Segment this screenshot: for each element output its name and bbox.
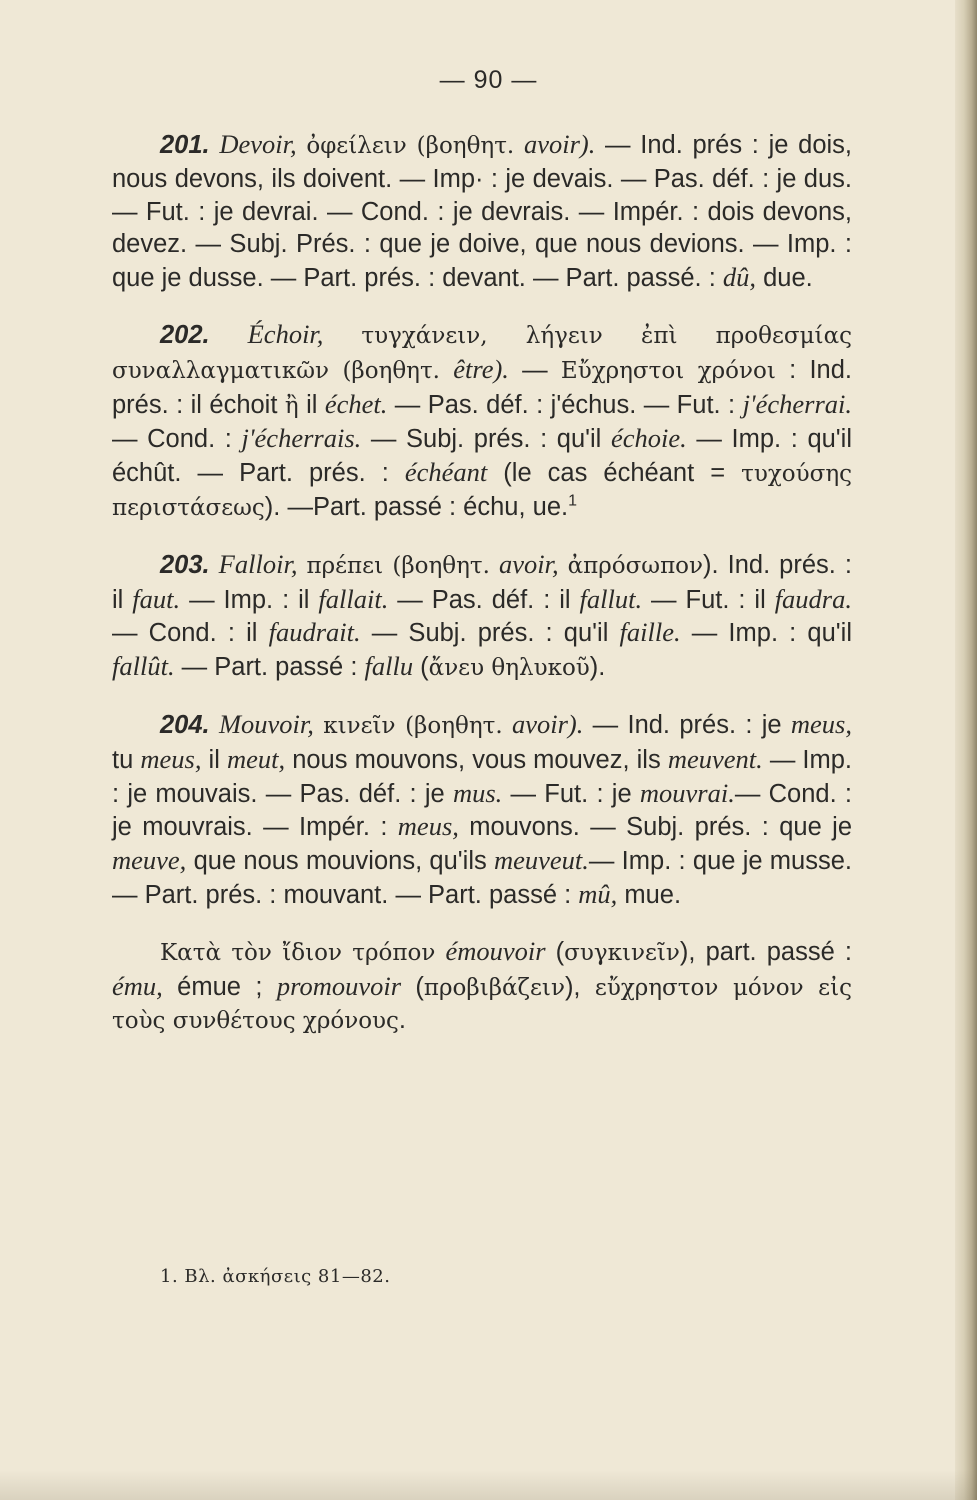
text: — Pas. déf. : j'échus. — Fut. :	[387, 390, 743, 419]
italic-form: mus.	[452, 777, 503, 808]
text: — Ind. prés : je dois, nous devons, ils doivent. — Imp· : je devais. — Pas. déf. : je dus. — Fut. : je devrai. — Cond. : je devrais. — Impér. : dois devons, devez. — Subj. Prés. : que je doive, que nous devions. — Imp. : que je dusse. — Part. prés. : devant. — Part. passé. :	[112, 131, 853, 293]
text: — Ind. prés. : je	[583, 710, 791, 739]
text	[490, 551, 499, 579]
footnote-reference: 1	[568, 492, 577, 510]
text: — Fut. : je	[502, 779, 640, 808]
text: — Subj. prés. : qu'il	[361, 425, 611, 454]
text	[503, 711, 512, 739]
text: — Part. passé :	[174, 653, 365, 682]
greek-text: προβιβάζειν	[423, 974, 565, 1001]
italic-form: meus,	[140, 743, 202, 774]
text	[559, 551, 568, 579]
italic-form: j'écherrais.	[241, 423, 362, 454]
italic-form: meuvent.	[667, 743, 763, 774]
text: ). Ind. prés. : il	[112, 550, 852, 614]
text: — Imp. : qu'il échût. — Part. prés. :	[112, 425, 853, 488]
page-edge	[955, 0, 977, 1500]
entry-201	[112, 128, 852, 295]
text: ). —Part. passé : échu, ue.	[264, 492, 569, 521]
auxiliary-verb: avoir).	[523, 129, 596, 159]
italic-form: dû,	[722, 262, 757, 293]
text: — Pas. déf. : il	[388, 585, 580, 614]
greek-text: ἄνευ θηλυκοῦ	[428, 655, 590, 682]
italic-form: promouvoir	[276, 970, 402, 1001]
entry-number: 201.	[160, 131, 210, 159]
entry-number: 204.	[160, 710, 210, 739]
verb-headword: Mouvoir,	[218, 708, 314, 739]
italic-form: émouvoir	[445, 935, 546, 966]
italic-form: meuveut.	[494, 845, 589, 876]
text: que nous mouvions, qu'ils	[186, 847, 494, 876]
text: — Imp. : je mouvais. — Pas. déf. : je	[112, 745, 853, 808]
greek-text: Εὔχρηστοι χρόνοι	[560, 357, 776, 384]
text: — Imp. : il	[180, 585, 319, 614]
italic-form: fallût.	[112, 651, 175, 682]
italic-form: échoie.	[610, 423, 687, 454]
italic-form: fallait.	[318, 583, 389, 614]
text: tu	[112, 745, 141, 774]
auxiliary-verb: avoir).	[511, 708, 584, 739]
italic-form: faut.	[132, 583, 181, 614]
greek-text: συγκινεῖν	[564, 939, 680, 966]
text: ), part. passé :	[679, 937, 852, 966]
greek-text: τυγχάνειν, λήγειν ἐπὶ προθεσμίας συναλλαγματικῶν (βοηθητ.	[112, 322, 852, 384]
text: ).	[589, 653, 606, 682]
verb-headword: Falloir,	[218, 548, 298, 579]
italic-form: ému,	[112, 970, 163, 1001]
text: —	[508, 355, 561, 384]
text: .	[398, 1006, 407, 1035]
text: il	[201, 745, 227, 774]
entry-203	[112, 548, 852, 685]
page-number: — 90 —	[439, 66, 538, 94]
text	[514, 131, 524, 159]
footnote	[160, 1266, 390, 1288]
greek-text: Κατὰ τὸν ἴδιον τρόπον	[160, 939, 436, 966]
text	[323, 321, 361, 349]
text: — Imp. : que je musse. — Part. prés. : mouvant. — Part. passé :	[112, 847, 852, 909]
footnote-text: 1. Βλ. ἀσκήσεις 81—82.	[160, 1266, 391, 1287]
text: — Cond. : il	[112, 619, 269, 648]
text: mouvons. — Subj. prés. : que je	[458, 813, 852, 842]
text: : Ind. prés. : il échoit	[112, 355, 852, 419]
text: il	[298, 390, 325, 419]
greek-text: ἢ	[284, 392, 299, 419]
italic-form: meuve,	[112, 845, 187, 876]
text	[435, 938, 445, 966]
italic-form: échet.	[324, 388, 388, 419]
entry-number: 202.	[160, 320, 210, 349]
text: (	[401, 972, 424, 1001]
page-body	[112, 128, 852, 1061]
italic-form: meut,	[226, 743, 286, 774]
italic-form: j'écherrai.	[742, 388, 852, 419]
italic-form: faudrait.	[268, 617, 361, 648]
italic-form: fallut.	[579, 583, 643, 614]
greek-text: ὀφείλειν (βοηθητ.	[306, 133, 515, 159]
text: due.	[756, 264, 813, 293]
text: émue ;	[162, 972, 277, 1001]
text: — Cond. :	[112, 425, 242, 454]
italic-form: meus,	[790, 708, 852, 739]
text	[297, 131, 307, 159]
text: — Imp. : qu'il	[680, 619, 852, 648]
entry-number: 203.	[160, 550, 210, 579]
text: — Subj. prés. : qu'il	[360, 619, 620, 648]
verb-headword: Échoir,	[247, 318, 324, 349]
text: (le cas échéant =	[487, 459, 742, 488]
greek-text: εὔχρηστον μόνον εἰς τοὺς συνθέτους χρόνους	[112, 974, 852, 1035]
entry-204	[112, 708, 852, 912]
italic-form: fallu	[364, 651, 414, 682]
entry-202	[112, 318, 852, 525]
italic-form: meus,	[397, 811, 459, 842]
text: — Fut. : il	[642, 585, 775, 614]
auxiliary-verb: avoir,	[498, 548, 559, 579]
closing-paragraph	[112, 935, 852, 1038]
page-bottom-shadow	[0, 1470, 977, 1500]
text	[440, 356, 453, 384]
greek-text: κινεῖν (βοηθητ.	[323, 712, 503, 739]
greek-text: πρέπει (βοηθητ.	[306, 552, 490, 579]
italic-form: faudra.	[774, 583, 852, 614]
greek-text: τυχούσης περιστάσεως	[112, 461, 852, 521]
text	[314, 711, 323, 739]
text: mue.	[617, 880, 682, 909]
text: ),	[564, 972, 595, 1001]
italic-form: mû,	[578, 878, 618, 909]
verb-headword: Devoir,	[219, 129, 297, 159]
italic-form: échéant	[404, 457, 488, 488]
italic-form: faille.	[619, 617, 681, 648]
italic-form: mouvrai.	[639, 777, 735, 808]
text: (	[413, 653, 429, 682]
text: — Cond. : je mouvrais. — Impér. :	[112, 779, 852, 842]
text: (	[545, 937, 565, 966]
text: nous mouvons, vous mouvez, ils	[285, 745, 668, 774]
greek-text: ἀπρόσωπον	[567, 552, 704, 579]
auxiliary-verb: être).	[453, 353, 509, 384]
